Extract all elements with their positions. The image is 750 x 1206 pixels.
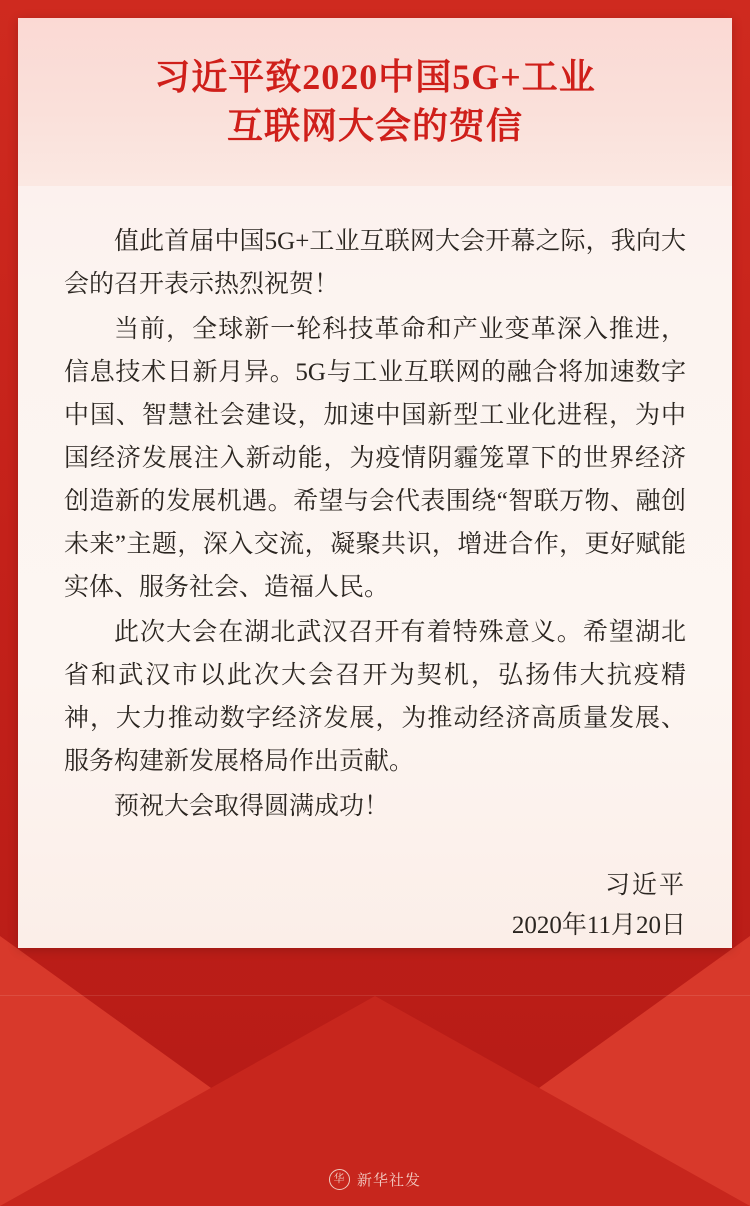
signature-name: 习近平 — [604, 872, 686, 899]
signature-block — [18, 866, 732, 946]
credit-label: 新华社发 — [356, 1173, 421, 1189]
xinhua-logo-icon: 华 — [329, 1169, 350, 1190]
letter-paragraph: 此次大会在湖北武汉召开有着特殊意义。希望湖北省和武汉市以此次大会召开为契机，弘扬伟大抗疫精神，大力推动数字经济发展，为推动经济高质量发展、服务构建新发展格局作出贡献。 — [64, 619, 686, 775]
letter-paragraph: 当前，全球新一轮科技革命和产业变革深入推进，信息技术日新月异。5G与工业互联网的融合将加速数字中国、智慧社会建设，加速中国新型工业化进程，为中国经济发展注入新动能，为疫情阴霾笼罩下的世界经济创造新的发展机遇。希望与会代表围绕“智联万物、融创未来”主题，深入交流，凝聚共识，增进合作，更好赋能实体、服务社会、造福人民。 — [64, 316, 686, 601]
signature-date: 2020年11月20日 — [511, 912, 686, 939]
letter-paragraph: 预祝大会取得圆满成功！ — [114, 793, 390, 820]
letter-body — [18, 186, 732, 840]
page-title-line-1: 习近平致2020中国5G+工业 — [154, 57, 596, 98]
credit-footer — [0, 1169, 750, 1190]
page-title-line-2: 互联网大会的贺信 — [226, 106, 523, 146]
letter-card — [18, 18, 732, 948]
envelope-seam — [0, 995, 750, 996]
letter-paragraph: 值此首届中国5G+工业互联网大会开幕之际，我向大会的召开表示热烈祝贺！ — [64, 228, 686, 298]
letter-header — [18, 18, 732, 186]
